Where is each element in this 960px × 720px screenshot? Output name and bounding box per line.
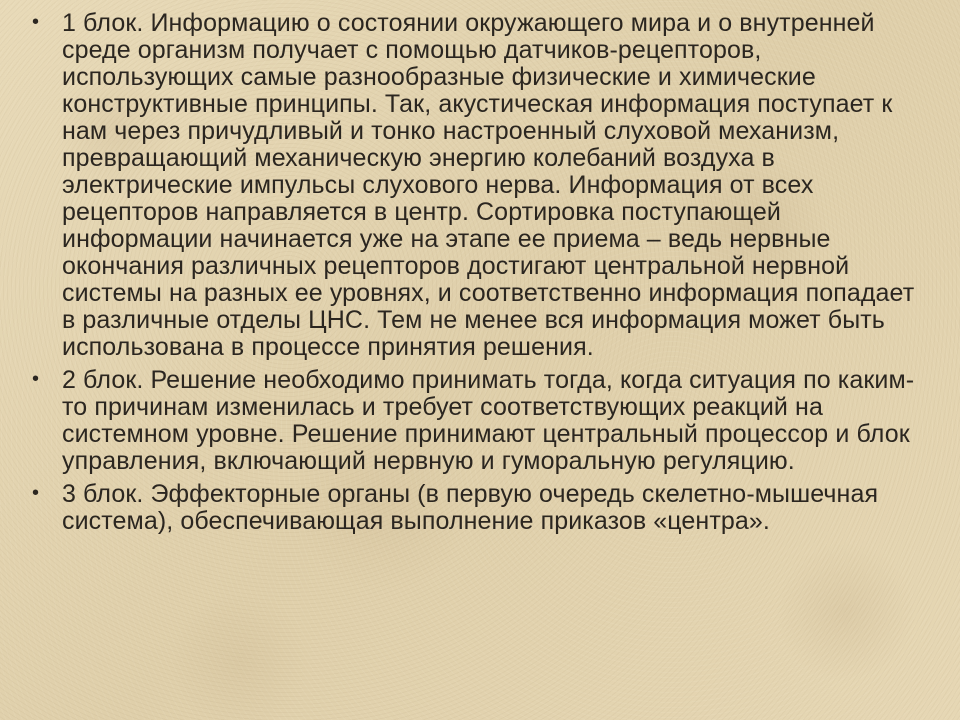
- bullet-list: [30, 10, 930, 541]
- bullet-dot-icon: •: [32, 482, 40, 504]
- bullet-item-block-2: [30, 367, 930, 475]
- bullet-text-block-1: 1 блок. Информацию о состоянии окружающего мира и о внутренней среде организм получает с помощью датчиков-рецепторов, использующих самые разнообразные физические и химические конструктивные принципы. Так, акустическая информация поступает к нам через причудливый и тонко настроенный слуховой механизм, превращающий механическую энергию колебаний воздуха в электрические импульсы слухового нерва. Информация от всех рецепторов направляется в центр. Сортировка поступающей информации начинается уже на этапе ее приема – ведь нервные окончания различных рецепторов достигают центральной нервной системы на разных ее уровнях, и соответственно информация попадает в различные отделы ЦНС. Тем не менее вся информация может быть использована в процессе принятия решения.: [62, 9, 915, 361]
- bullet-item-block-3: [30, 481, 930, 535]
- bullet-text-block-2: 2 блок. Решение необходимо принимать тогда, когда ситуация по каким-то причинам изменилась и требует соответствующих реакций на системном уровне. Решение принимают центральный процессор и блок управления, включающий нервную и гуморальную регуляцию.: [62, 366, 915, 475]
- bullet-dot-icon: •: [32, 368, 40, 390]
- bullet-dot-icon: •: [32, 11, 40, 33]
- bullet-text-block-3: 3 блок. Эффекторные органы (в первую очередь скелетно-мышечная система), обеспечивающая выполнение приказов «центра».: [62, 480, 879, 535]
- bullet-item-block-1: [30, 10, 930, 361]
